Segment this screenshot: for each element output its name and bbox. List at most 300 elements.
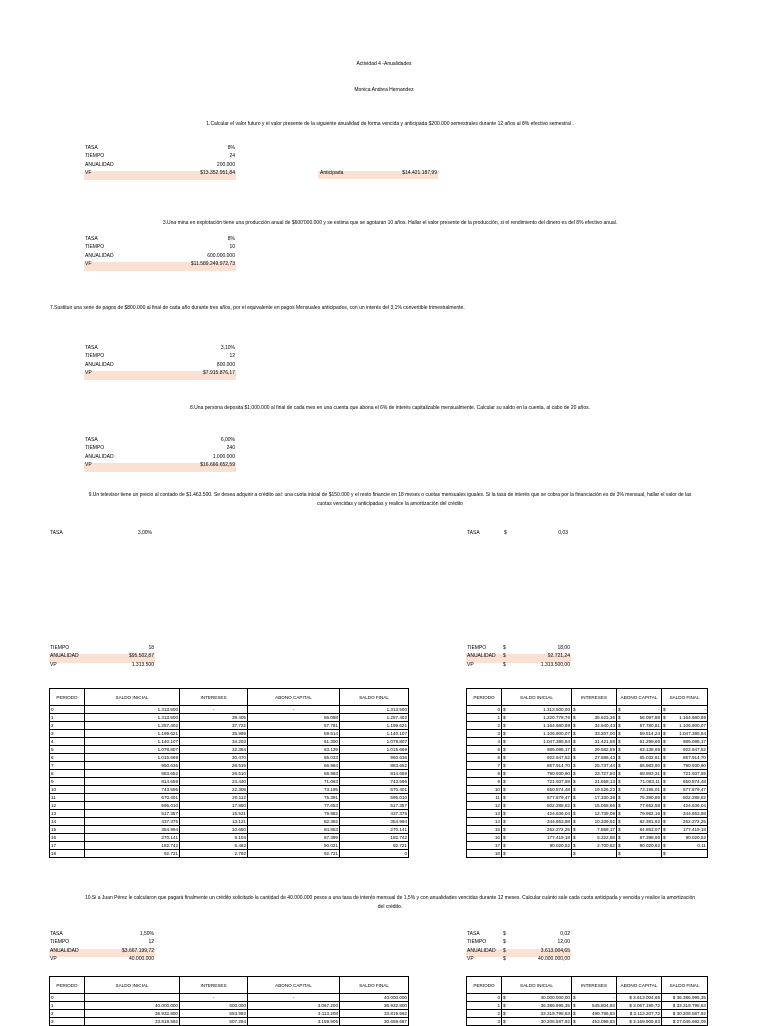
table-cell: 270.141: [340, 826, 409, 834]
table-cell: $ 1.106.900,07: [663, 723, 706, 728]
table-cell: 7: [50, 762, 85, 770]
table-cell: $ 68.993,31: [618, 771, 660, 776]
table-cell: $ 30.206.587,92: [662, 1010, 708, 1018]
table-cell: 1.140.107: [340, 730, 409, 738]
table-cell: 1: [50, 714, 85, 722]
table-cell: 2: [467, 1010, 502, 1018]
table-cell: $ 33.319.795,63: [662, 1002, 708, 1010]
value-label: TIEMPO: [50, 939, 70, 946]
table-cell: 10: [467, 786, 502, 794]
question-3-values: [84, 237, 236, 271]
table-cell: $ 790.930,90: [503, 771, 570, 776]
q10-right-values: [466, 932, 571, 966]
table-cell: 437.375: [340, 810, 409, 818]
table-cell: 37.722: [180, 722, 248, 730]
table-cell: 61.300: [248, 738, 340, 746]
value-label: VP: [467, 956, 474, 963]
value-amount: 40.000.000: [128, 956, 154, 963]
table-cell: 34.203: [180, 738, 248, 746]
table-cell: 4: [50, 738, 85, 746]
table-cell: 883.652: [85, 770, 180, 778]
table-cell: 883.652: [340, 762, 409, 770]
table-cell: $ 29.582,59: [573, 747, 615, 752]
table-cell: $ 27.046.682,09: [662, 1018, 708, 1026]
table-cell: 26.510: [180, 770, 248, 778]
table-cell: $ -: [618, 707, 660, 712]
table-cell: 16: [467, 834, 502, 842]
table-row: [467, 994, 708, 1002]
value-label: ANUALIDAD: [85, 453, 114, 460]
table-cell: 6: [50, 754, 85, 762]
table-cell: 32.364: [180, 746, 248, 754]
q9-right-amortization-table: [466, 688, 708, 858]
table-cell: $ 262.272,25: [503, 827, 570, 832]
column-header: PERIODO: [467, 689, 502, 706]
table-cell: $ 27.688,43: [573, 755, 615, 760]
table-cell: $ 790.930,90: [663, 763, 706, 768]
table-cell: 1.313.500: [340, 706, 409, 714]
table-cell: 13: [50, 810, 85, 818]
table-cell: 17: [50, 842, 85, 850]
table-header-row: [50, 977, 409, 994]
table-cell: 1.313.500: [85, 706, 180, 714]
column-header: SALDO INICIAL: [502, 977, 572, 994]
q10-left-values: [49, 932, 155, 966]
table-cell: $ 63.138,65: [618, 747, 660, 752]
table-cell: 3.113.208: [248, 1010, 340, 1018]
table-cell: 517.357: [340, 802, 409, 810]
table-cell: 1: [50, 1002, 85, 1010]
table-row: [50, 754, 409, 762]
column-header: PERIODO: [50, 689, 85, 706]
table-row: [50, 834, 409, 842]
table-cell: $ 36.623,36: [573, 715, 615, 720]
value-label: TIEMPO: [467, 645, 487, 651]
value-label: VP: [85, 462, 92, 469]
column-header: SALDO INICIAL: [85, 977, 180, 994]
table-cell: $ 1.313.500,00: [503, 707, 570, 712]
column-header: INTERESES: [180, 689, 248, 706]
table-cell: 12: [467, 802, 502, 810]
table-cell: 3: [467, 730, 502, 738]
table-cell: 595.010: [340, 794, 409, 802]
table-cell: 7: [467, 762, 502, 770]
column-header: INTERESES: [572, 689, 617, 706]
column-header: ABONO CAPITAL: [617, 689, 662, 706]
table-cell: $ 344.653,88: [663, 811, 706, 816]
value-amount: 12: [148, 939, 154, 946]
table-cell: $: [572, 850, 617, 858]
table-cell: 1.078.807: [85, 746, 180, 754]
table-cell: $ 61.299,66: [618, 739, 660, 744]
currency-symbol: $: [503, 645, 506, 651]
value-label: VP: [85, 370, 92, 377]
q9-left-values: [49, 646, 155, 671]
table-cell: 13.121: [180, 818, 248, 826]
table-row: [50, 722, 409, 730]
table-cell: $ 0,11: [663, 843, 706, 848]
table-cell: 92.721: [85, 850, 180, 858]
table-cell: 6: [467, 754, 502, 762]
table-cell: 670.401: [340, 786, 409, 794]
value-row: [84, 237, 236, 245]
table-row: [467, 818, 708, 826]
table-cell: 28.519: [180, 762, 248, 770]
value-row: [84, 262, 236, 270]
table-cell: 600.000: [180, 1002, 248, 1010]
table-row: [50, 762, 409, 770]
q9-left-tasa: [50, 531, 154, 539]
table-cell: $ 56.097,88: [618, 715, 660, 720]
value-amount: 1,50%: [139, 931, 154, 937]
value-label: TIEMPO: [85, 153, 105, 160]
table-cell: $ 857.914,70: [663, 755, 706, 760]
table-cell: $ 36.386.995,35: [662, 994, 708, 1002]
table-cell: 3: [50, 1018, 85, 1026]
table-cell: $ 12.739,08: [573, 811, 615, 816]
table-cell: 507.294: [180, 1018, 248, 1026]
table-cell: 35.989: [180, 730, 248, 738]
currency-symbol: $: [503, 661, 506, 668]
value-amount: 800.000: [216, 361, 235, 368]
table-cell: 77.653: [248, 802, 340, 810]
table-row: [50, 1018, 409, 1026]
table-cell: $ 650.874,48: [663, 779, 706, 784]
value-row: [84, 146, 236, 154]
table-cell: $: [617, 850, 662, 858]
value-amount: 3.613.004,65: [540, 947, 570, 954]
table-cell: 354.994: [340, 818, 409, 826]
table-cell: $ -: [573, 707, 615, 712]
column-header: SALDO FINAL: [340, 689, 409, 706]
table-cell: 8: [50, 770, 85, 778]
table-cell: 22.308: [180, 786, 248, 794]
value-amount: 200.000: [216, 161, 235, 168]
table-cell: 517.357: [85, 810, 180, 818]
table-cell: 65.033: [248, 754, 340, 762]
page-title: Actividad 4 -Anualidades: [356, 61, 412, 67]
table-cell: 39.405: [180, 714, 248, 722]
table-cell: $ 77.652,58: [618, 803, 660, 808]
value-label: TASA: [50, 931, 63, 937]
table-cell: 30.470: [180, 754, 248, 762]
q9-right-tasa-value: 0,03: [558, 530, 568, 536]
table-cell: $ 59.514,24: [618, 731, 660, 736]
table-cell: 354.994: [85, 826, 180, 834]
value-label: ANUALIDAD: [50, 947, 79, 954]
value-amount: 6,00%: [220, 437, 235, 443]
value-amount: 12: [229, 353, 235, 360]
table-row: [50, 1002, 409, 1010]
value-label: ANUALIDAD: [85, 361, 114, 368]
value-row: [84, 171, 236, 179]
table-cell: $ 17.330,38: [573, 795, 615, 800]
table-cell: 950.636: [340, 754, 409, 762]
table-cell: $ 577.679,47: [663, 787, 706, 792]
table-cell: $ 84.853,07: [618, 827, 660, 832]
table-cell: 270.141: [85, 834, 180, 842]
column-header: INTERESES: [572, 977, 617, 994]
table-cell: 8: [467, 770, 502, 778]
table-cell: 0: [340, 850, 409, 858]
table-cell: 20.112: [180, 794, 248, 802]
table-cell: 57.781: [248, 722, 340, 730]
table-cell: $ 986.086,17: [663, 739, 706, 744]
table-cell: 16: [50, 834, 85, 842]
table-cell: $ 922.947,52: [663, 747, 706, 752]
table-cell: 10: [50, 786, 85, 794]
table-cell: $ 23.727,93: [573, 771, 615, 776]
table-cell: 33.819.592: [340, 1010, 409, 1018]
table-row: [50, 706, 409, 714]
table-cell: $: [662, 850, 708, 858]
table-cell: $ 344.653,88: [503, 819, 570, 824]
q10-right-amortization-table: [466, 976, 708, 1026]
table-cell: 40.000.000: [85, 1002, 180, 1010]
table-cell: 10.650: [180, 826, 248, 834]
table-row: [467, 810, 708, 818]
table-row: [467, 826, 708, 834]
value-amount: 40.000.000,00: [538, 956, 570, 963]
value-amount: 18,00: [557, 645, 570, 651]
table-cell: 4: [467, 738, 502, 746]
table-cell: $ 721.937,59: [503, 779, 570, 784]
table-cell: $ 15.068,66: [573, 803, 615, 808]
value-label: VF: [85, 261, 92, 268]
table-cell: $: [502, 850, 572, 858]
table-row: [467, 1018, 708, 1026]
q9-right-values: [466, 646, 571, 671]
table-cell: $ 90.020,52: [663, 835, 706, 840]
anticipated-row: [318, 171, 438, 179]
value-amount: $13.352.951,84: [200, 170, 235, 177]
table-cell: [85, 994, 180, 1002]
table-cell: $ 922.947,52: [503, 755, 570, 760]
table-cell: 79.982: [248, 810, 340, 818]
table-cell: 18: [50, 850, 85, 858]
table-cell: 0: [50, 994, 85, 1002]
value-label: ANUALIDAD: [467, 653, 496, 660]
table-cell: 90.021: [248, 842, 340, 850]
table-cell: 2.782: [180, 850, 248, 858]
value-label: ANUALIDAD: [85, 161, 114, 168]
table-cell: $ 1.164.680,89: [663, 715, 706, 720]
q9-right-tasa: [467, 531, 570, 539]
table-cell: 743.596: [85, 786, 180, 794]
value-amount: $7.915.876,17: [203, 370, 235, 377]
table-row: [467, 770, 708, 778]
table-cell: 1.257.402: [340, 714, 409, 722]
table-cell: 63.139: [248, 746, 340, 754]
value-label: VP: [467, 661, 474, 668]
value-label: TIEMPO: [85, 445, 105, 452]
table-cell: $ 33.319.795,63: [503, 1011, 570, 1016]
table-cell: $ 424.636,04: [663, 803, 706, 808]
table-cell: 14: [467, 818, 502, 826]
value-row: [84, 371, 236, 379]
table-cell: 1.078.807: [340, 738, 409, 746]
value-row: [49, 957, 155, 965]
table-cell: 5: [50, 746, 85, 754]
column-header: SALDO INICIAL: [85, 689, 180, 706]
value-amount: 0,02: [560, 931, 570, 937]
table-cell: $ 545.804,93: [573, 1003, 615, 1008]
table-cell: $ 1.164.680,89: [503, 723, 570, 728]
table-cell: 36.932.800: [85, 1010, 180, 1018]
table-cell: 9: [50, 778, 85, 786]
table-cell: 1.015.669: [85, 754, 180, 762]
currency-symbol: $: [503, 931, 506, 937]
table-cell: $ 3.159.905,83: [617, 1018, 662, 1026]
table-cell: -: [180, 994, 248, 1002]
table-cell: $ 502.288,62: [663, 795, 706, 800]
value-label: TIEMPO: [467, 939, 487, 946]
value-label: ANUALIDAD: [50, 653, 79, 660]
table-cell: $ 1.106.900,07: [503, 731, 570, 736]
table-cell: 0: [467, 706, 502, 714]
table-cell: 5: [467, 746, 502, 754]
value-label: TASA: [467, 931, 480, 937]
table-row: [50, 826, 409, 834]
table-row: [50, 842, 409, 850]
value-amount: 10: [229, 244, 235, 251]
table-row: [467, 722, 708, 730]
table-cell: 14: [50, 818, 85, 826]
table-cell: 2: [50, 1010, 85, 1018]
value-amount: 1.000.000: [212, 453, 235, 460]
value-row: [84, 346, 236, 354]
table-cell: 1: [467, 714, 502, 722]
table-cell: $ 177.419,18: [503, 835, 570, 840]
q9-right-tasa-currency: $: [504, 530, 507, 536]
table-row: [467, 1002, 708, 1010]
table-cell: 814.659: [340, 770, 409, 778]
table-row: [50, 802, 409, 810]
table-cell: 84.853: [248, 826, 340, 834]
table-cell: 0: [467, 994, 502, 1002]
table-cell: 3: [467, 1018, 502, 1026]
table-cell: $ -: [663, 707, 706, 712]
column-header: SALDO FINAL: [662, 689, 708, 706]
value-amount: $95.502,87: [128, 653, 154, 660]
table-cell: 182.742: [340, 834, 409, 842]
table-row: [50, 714, 409, 722]
table-cell: $ 1.220.778,76: [503, 715, 570, 720]
table-cell: $ 40.000.000,00: [503, 995, 570, 1000]
table-row: [50, 746, 409, 754]
table-cell: 18: [467, 850, 502, 858]
table-cell: $ 502.288,62: [503, 803, 570, 808]
table-cell: $ -: [573, 995, 615, 1000]
value-amount: $16.666.652,59: [200, 462, 235, 469]
table-cell: 92.721: [340, 842, 409, 850]
table-cell: 1: [467, 1002, 502, 1010]
table-row: [467, 802, 708, 810]
anticipated-value: $14.421.187,99: [402, 170, 437, 176]
table-cell: 30.659.687: [340, 1018, 409, 1026]
currency-symbol: $: [503, 653, 506, 660]
value-amount: 1.313.500,00: [540, 661, 570, 668]
table-cell: $ 10.339,62: [573, 819, 615, 824]
table-cell: 9: [467, 778, 502, 786]
table-cell: 1.199.621: [340, 722, 409, 730]
column-header: SALDO INICIAL: [502, 689, 572, 706]
table-cell: 66.984: [248, 762, 340, 770]
value-amount: $3.667.199,72: [122, 947, 154, 954]
table-cell: $ 66.983,80: [618, 763, 660, 768]
table-cell: 11: [50, 794, 85, 802]
table-cell: 73.195: [248, 786, 340, 794]
value-label: VP: [50, 661, 57, 668]
table-cell: $ 3.067.199,72: [617, 1002, 662, 1010]
table-cell: $ 57.780,81: [618, 723, 660, 728]
table-cell: 15.521: [180, 810, 248, 818]
column-header: PERIODO: [467, 977, 502, 994]
table-cell: 59.514: [248, 730, 340, 738]
table-cell: 437.375: [85, 818, 180, 826]
value-amount: $11.589.249.972,73: [190, 261, 235, 268]
table-cell: $ 453.098,83: [573, 1019, 615, 1024]
question-1-values: [84, 146, 236, 180]
table-cell: $ 3.113.207,72: [617, 1010, 662, 1018]
value-label: TIEMPO: [85, 244, 105, 251]
table-cell: $ 21.658,13: [573, 779, 615, 784]
table-cell: $ 90.020,52: [503, 843, 570, 848]
table-cell: 1.199.621: [85, 730, 180, 738]
value-amount: 3,10%: [220, 345, 235, 351]
q9-left-tasa-label: TASA: [50, 530, 63, 536]
table-cell: 68.993: [248, 770, 340, 778]
table-cell: $ 75.390,86: [618, 795, 660, 800]
value-amount: 24: [229, 153, 235, 160]
question-1-text: 1.Calcular el valor futuro y el valor presente de la siguiente anualidad de forma vencida y anticipada $200.000 semestrales durante 12 años al 8% efectivo semestral .: [206, 121, 574, 127]
value-amount: 92.721,24: [547, 653, 570, 660]
table-cell: 15: [50, 826, 85, 834]
table-cell: 3: [50, 730, 85, 738]
table-cell: 8.104: [180, 834, 248, 842]
q9-left-tasa-value: 3,00%: [137, 530, 152, 536]
currency-symbol: $: [503, 956, 506, 963]
table-cell: 595.010: [85, 802, 180, 810]
table-row: [467, 754, 708, 762]
table-cell: $ 650.874,48: [503, 787, 570, 792]
table-row: [50, 738, 409, 746]
column-header: ABONO CAPITAL: [248, 977, 340, 994]
table-cell: $ 71.063,11: [618, 779, 660, 784]
table-cell: $ 90.020,62: [618, 843, 660, 848]
table-cell: 0: [50, 706, 85, 714]
table-row: [50, 1010, 409, 1018]
table-row: [467, 794, 708, 802]
table-cell: 87.399: [248, 834, 340, 842]
table-cell: $ 499.796,93: [573, 1011, 615, 1016]
value-label: TIEMPO: [85, 353, 105, 360]
value-label: ANUALIDAD: [467, 947, 496, 954]
table-header-row: [50, 689, 409, 706]
table-row: [467, 778, 708, 786]
value-row: [466, 663, 571, 671]
table-cell: 11: [467, 794, 502, 802]
table-cell: 13: [467, 810, 502, 818]
value-amount: 8%: [227, 236, 235, 242]
table-cell: 1.257.402: [85, 722, 180, 730]
value-row: [84, 438, 236, 446]
value-amount: 18: [148, 645, 154, 651]
question-10-text-line2: del crédito.: [377, 904, 403, 910]
currency-symbol: $: [503, 947, 506, 954]
table-cell: 1.140.107: [85, 738, 180, 746]
table-header-row: [467, 977, 708, 994]
